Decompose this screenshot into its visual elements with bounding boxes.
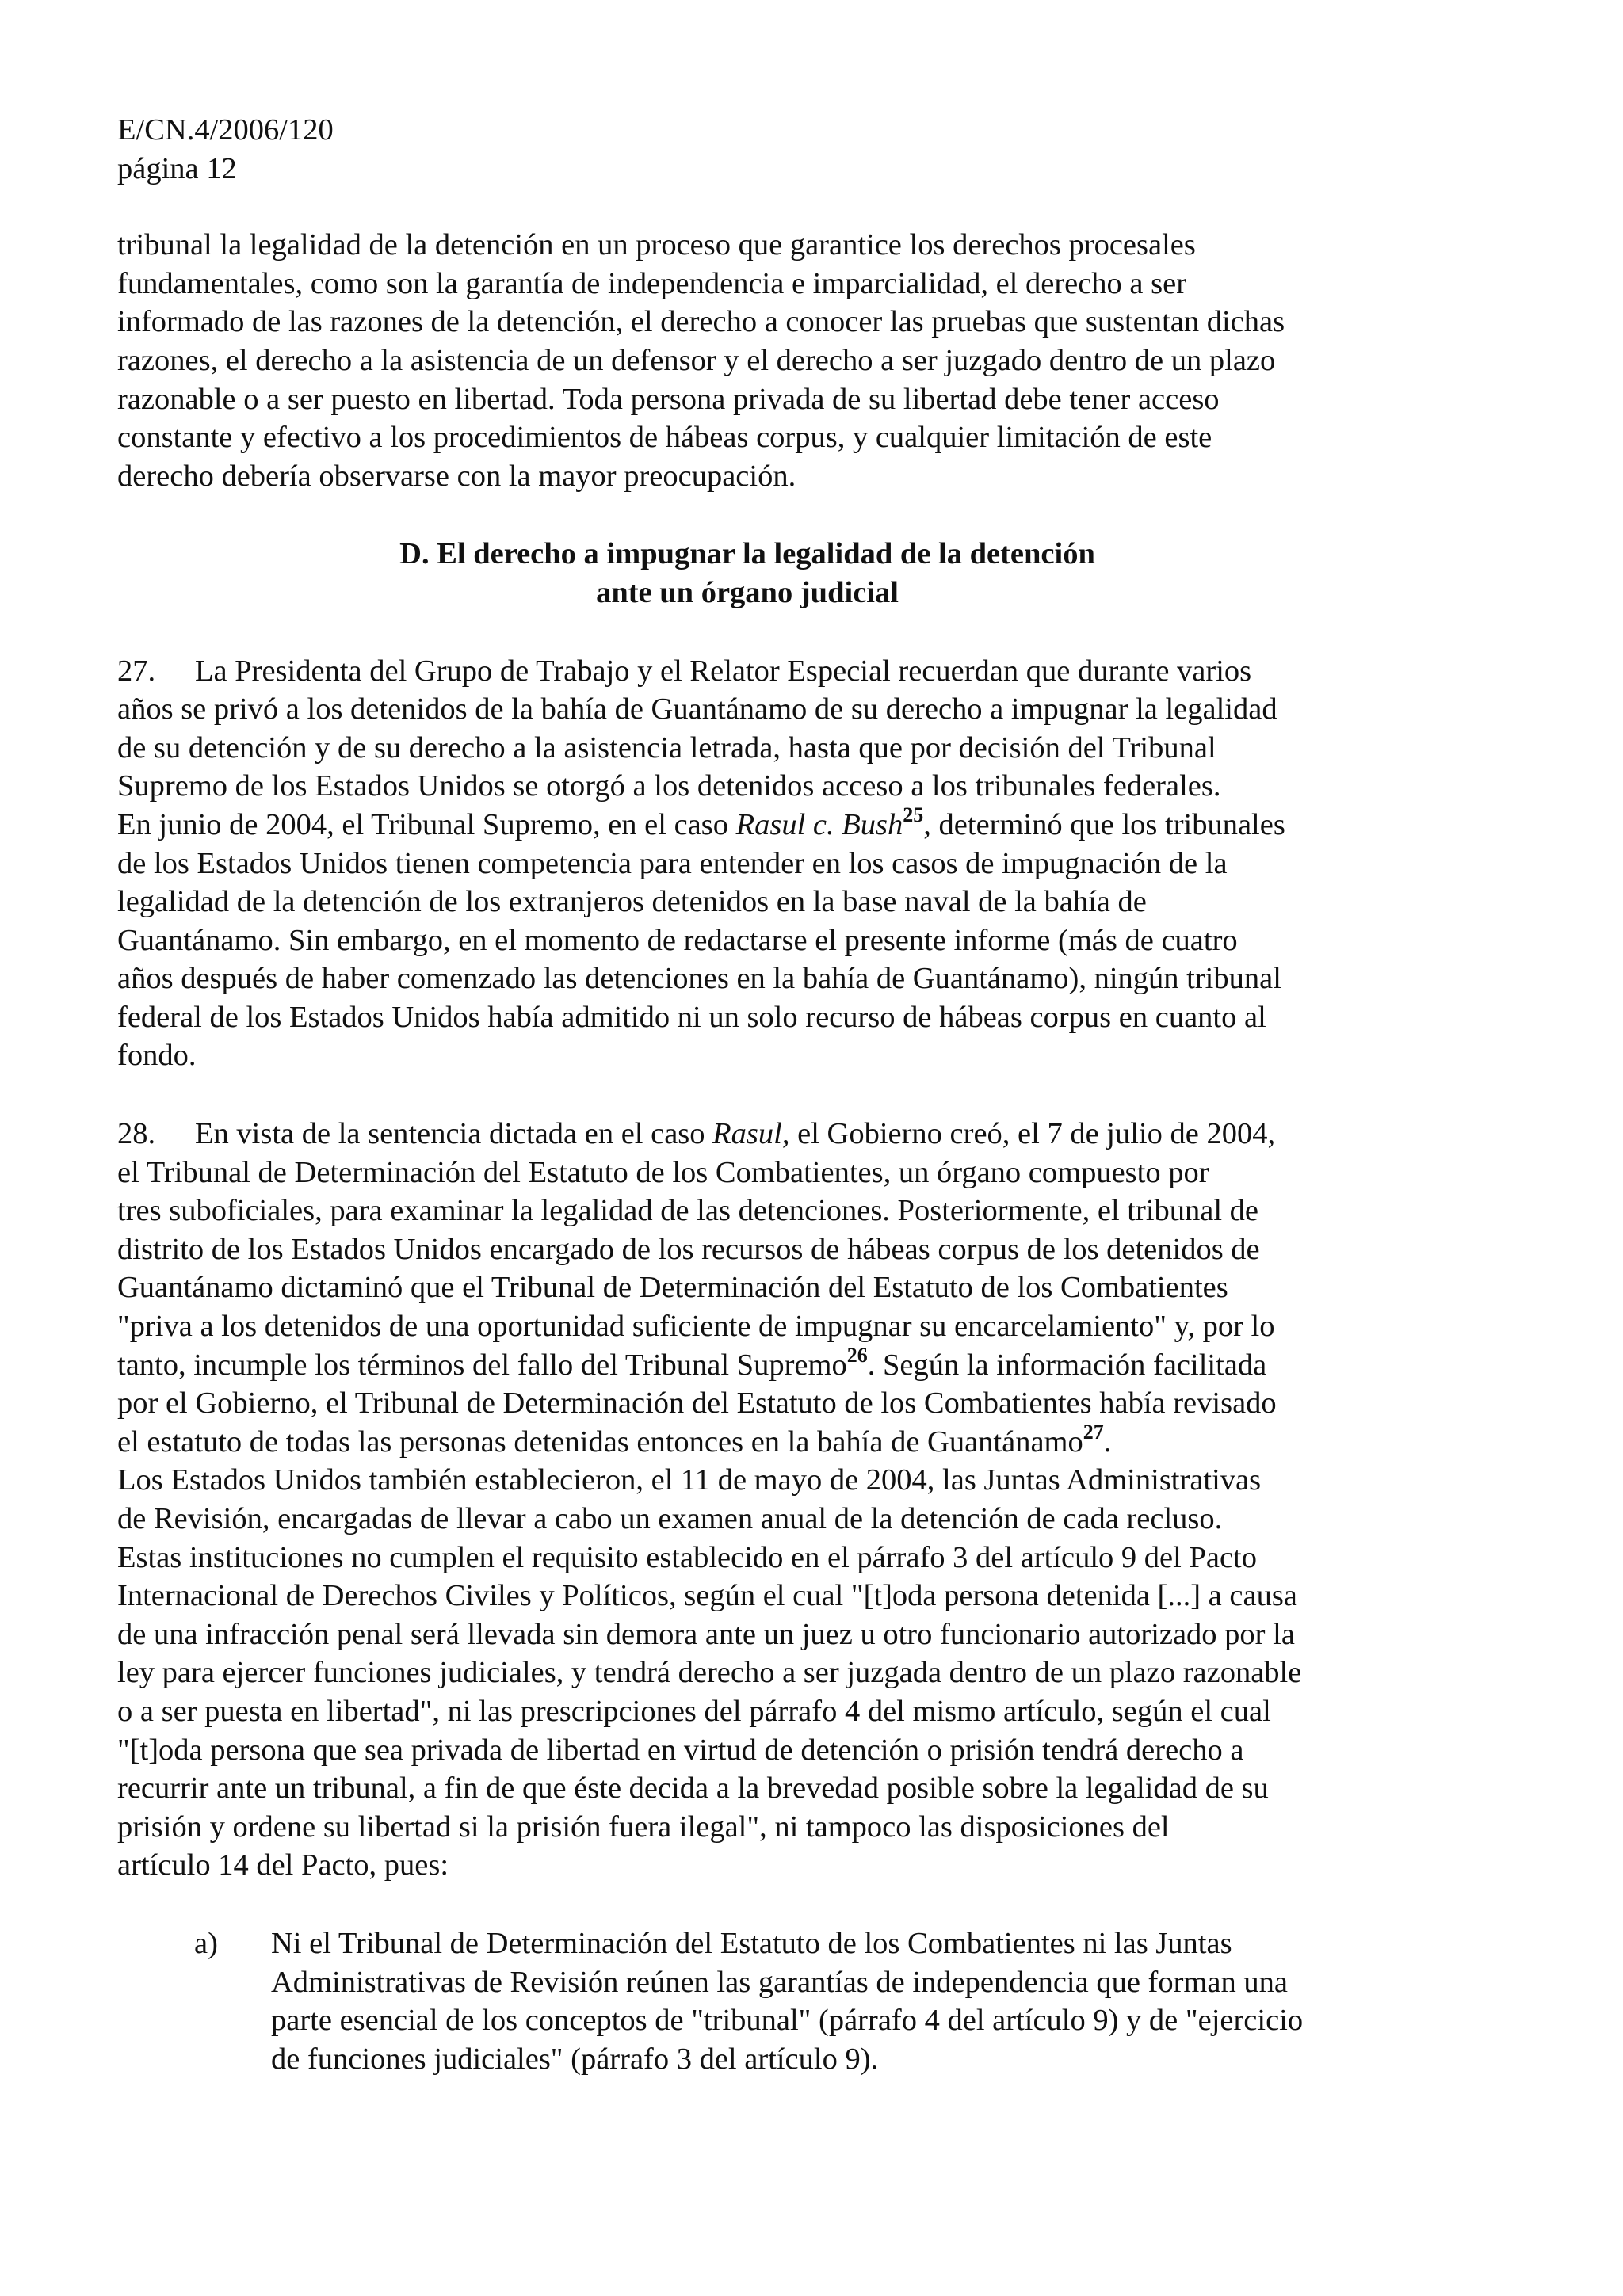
text-run: . xyxy=(1103,1425,1112,1459)
text-line: Internacional de Derechos Civiles y Políticos, según el cual "[t]oda persona detenida [...] a causa xyxy=(117,1579,1297,1613)
text-line: parte esencial de los conceptos de "tribunal" (párrafo 4 del artículo 9) y de "ejercicio xyxy=(271,2004,1304,2038)
text-line: informado de las razones de la detención, el derecho a conocer las pruebas que sustentan dichas xyxy=(117,305,1285,339)
text-line: distrito de los Estados Unidos encargado de los recursos de hábeas corpus de los detenidos de xyxy=(117,1232,1260,1266)
text-line: federal de los Estados Unidos había admitido ni un solo recurso de hábeas corpus en cuanto al xyxy=(117,1000,1266,1034)
text-line: de funciones judiciales" (párrafo 3 del artículo 9). xyxy=(271,2042,879,2076)
section-heading-d xyxy=(117,535,1377,612)
text-line: de su detención y de su derecho a la asistencia letrada, hasta que por decisión del Tribunal xyxy=(117,730,1216,765)
text-line: Guantánamo dictaminó que el Tribunal de Determinación del Estatuto de los Combatientes xyxy=(117,1271,1228,1305)
text-line: prisión y ordene su libertad si la prisión fuera ilegal", ni tampoco las disposiciones del xyxy=(117,1810,1170,1844)
text-line xyxy=(117,1420,1401,1462)
paragraph-27 xyxy=(117,652,1401,1076)
page-number: página 12 xyxy=(117,151,237,185)
document-symbol: E/CN.4/2006/120 xyxy=(117,113,334,147)
text-line: fondo. xyxy=(117,1039,197,1073)
text-run: . Según la información facilitada xyxy=(867,1348,1267,1382)
text-run: tanto, incumple los términos del fallo del Tribunal Supremo xyxy=(117,1348,847,1382)
text-line: Estas instituciones no cumplen el requisito establecido en el párrafo 3 del artículo 9 del Pacto xyxy=(117,1540,1257,1574)
text-line: de los Estados Unidos tienen competencia para entender en los casos de impugnación de la xyxy=(117,846,1228,880)
text-line: "priva a los detenidos de una oportunidad suficiente de impugnar su encarcelamiento" y, por lo xyxy=(117,1310,1275,1344)
case-name: Rasul c. Bush xyxy=(735,807,903,841)
text-line: recurrir ante un tribunal, a fin de que éste decida a la brevedad posible sobre la legalidad de su xyxy=(117,1772,1269,1806)
text-line: derecho debería observarse con la mayor preocupación. xyxy=(117,459,796,493)
text-line: ley para ejercer funciones judiciales, y tendrá derecho a ser juzgada dentro de un plazo razonable xyxy=(117,1656,1302,1690)
text-line: Guantánamo. Sin embargo, en el momento de redactarse el presente informe (más de cuatro xyxy=(117,923,1238,957)
section-heading-line: D. El derecho a impugnar la legalidad de la detención xyxy=(399,537,1095,571)
text-line: legalidad de la detención de los extranjeros detenidos en la base naval de la bahía de xyxy=(117,885,1147,919)
text-line xyxy=(117,652,1401,691)
paragraph-28 xyxy=(117,1115,1401,1885)
text-line: o a ser puesta en libertad", ni las prescripciones del párrafo 4 del mismo artículo, según el cual xyxy=(117,1694,1271,1728)
text-line: Supremo de los Estados Unidos se otorgó a los detenidos acceso a los tribunales federales. xyxy=(117,769,1221,803)
list-item-label: a) xyxy=(194,1926,218,1960)
text-line: Administrativas de Revisión reúnen las garantías de independencia que forman una xyxy=(271,1965,1288,1999)
footnote-ref[interactable]: 27 xyxy=(1083,1420,1104,1444)
list-item-body xyxy=(271,1924,1401,2078)
text-run: En vista de la sentencia dictada en el caso xyxy=(195,1117,713,1151)
text-run: , el Gobierno creó, el 7 de julio de 2004, xyxy=(781,1117,1276,1151)
text-run: el estatuto de todas las personas detenidas entonces en la bahía de Guantánamo xyxy=(117,1425,1083,1459)
text-line: años después de haber comenzado las detenciones en la bahía de Guantánamo), ningún tribunal xyxy=(117,962,1281,996)
text-line: años se privó a los detenidos de la bahía de Guantánamo de su derecho a impugnar la legalidad xyxy=(117,692,1277,727)
text-line: constante y efectivo a los procedimientos de hábeas corpus, y cualquier limitación de este xyxy=(117,421,1212,455)
document-page xyxy=(117,111,1401,2078)
text-run: La Presidenta del Grupo de Trabajo y el Relator Especial recuerdan que durante varios xyxy=(195,654,1252,688)
text-line: por el Gobierno, el Tribunal de Determinación del Estatuto de los Combatientes había revisado xyxy=(117,1386,1277,1421)
text-line: tribunal la legalidad de la detención en un proceso que garantice los derechos procesales xyxy=(117,228,1196,262)
text-line: de Revisión, encargadas de llevar a cabo un examen anual de la detención de cada recluso. xyxy=(117,1502,1223,1535)
text-line: fundamentales, como son la garantía de independencia e imparcialidad, el derecho a ser xyxy=(117,266,1187,300)
text-run: , determinó que los tribunales xyxy=(923,807,1285,841)
footnote-ref[interactable]: 26 xyxy=(846,1343,868,1367)
text-line: razones, el derecho a la asistencia de un defensor y el derecho a ser juzgado dentro de un plazo xyxy=(117,343,1276,377)
text-line: el Tribunal de Determinación del Estatuto de los Combatientes, un órgano compuesto por xyxy=(117,1155,1209,1189)
text-line: razonable o a ser puesto en libertad. Toda persona privada de su libertad debe tener acceso xyxy=(117,382,1220,416)
footnote-ref[interactable]: 25 xyxy=(903,803,924,827)
text-run: En junio de 2004, el Tribunal Supremo, en el caso xyxy=(117,807,736,841)
paragraph-continued xyxy=(117,226,1401,495)
case-name: Rasul xyxy=(712,1117,782,1151)
paragraph-number: 27. xyxy=(117,654,156,688)
page-header xyxy=(117,111,1401,188)
text-line: tres suboficiales, para examinar la legalidad de las detenciones. Posteriormente, el tribunal de xyxy=(117,1194,1259,1228)
section-heading-line: ante un órgano judicial xyxy=(596,575,899,609)
text-line: de una infracción penal será llevada sin demora ante un juez u otro funcionario autorizado por la xyxy=(117,1617,1295,1651)
text-line: artículo 14 del Pacto, pues: xyxy=(117,1848,449,1882)
paragraph-number: 28. xyxy=(117,1117,156,1151)
text-line xyxy=(117,803,1401,845)
text-line xyxy=(117,1115,1401,1154)
text-line: Ni el Tribunal de Determinación del Estatuto de los Combatientes ni las Juntas xyxy=(271,1926,1232,1960)
text-line xyxy=(117,1343,1401,1385)
text-line: "[t]oda persona que sea privada de libertad en virtud de detención o prisión tendrá derecho a xyxy=(117,1733,1244,1767)
list-item-a xyxy=(117,1924,1401,2078)
text-line: Los Estados Unidos también establecieron, el 11 de mayo de 2004, las Juntas Administrativas xyxy=(117,1463,1262,1497)
